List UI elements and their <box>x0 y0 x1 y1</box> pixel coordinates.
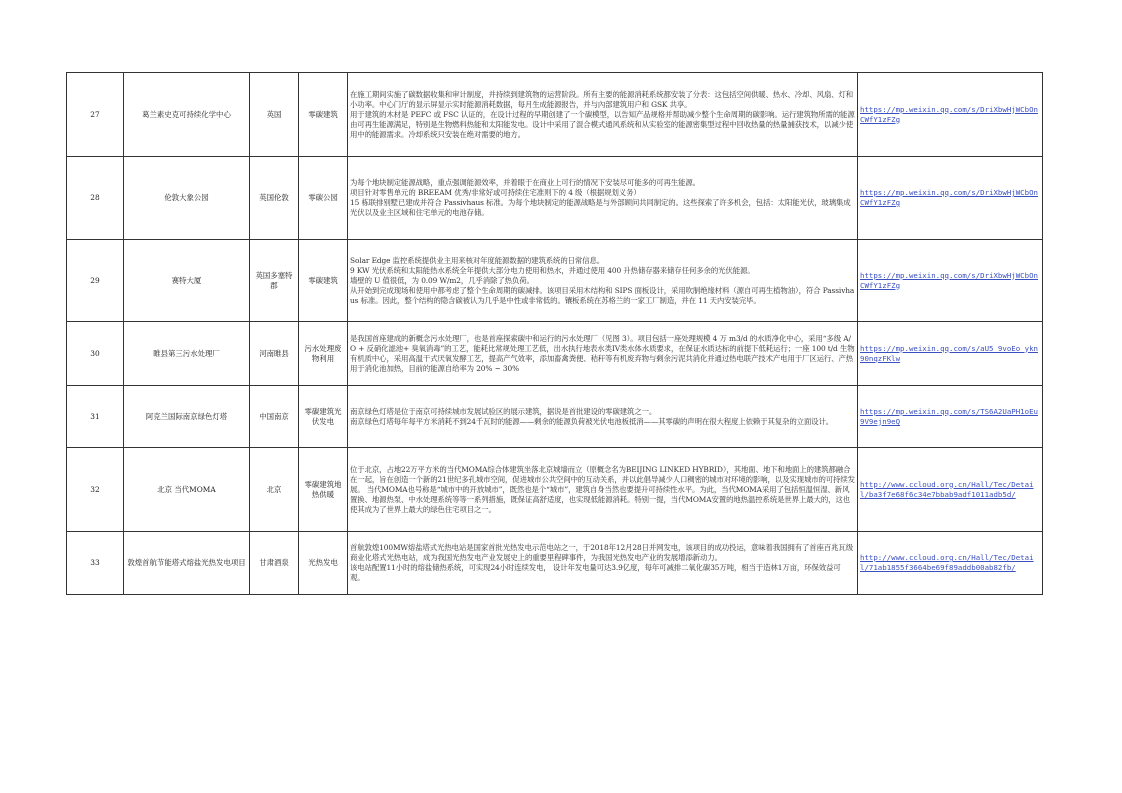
project-link[interactable]: https://mp.weixin.qq.com/s/DriXbwHjWCbOnCWfY1zFZg <box>860 270 1038 290</box>
description-paragraph: 在施工期间实施了碳数据收集和审计制度，并持续到建筑物的运营阶段。所有主要的能源消耗系统都安装了分表：这包括空间供暖、热水、冷却、风扇、灯和小功率。中心门厅的显示屏显示实时能源消耗数据，每月生成能源报告，并与內部建筑用户和 GSK 共享。 <box>350 89 854 109</box>
table-row <box>67 73 1043 157</box>
row-number: 27 <box>67 73 124 157</box>
project-name: 阿克兰国际南京绿色灯塔 <box>124 386 250 448</box>
description-paragraph: 从开始到完成现场和使用中都考虑了整个生命周期的碳减排。该项目采用木结构和 SIPS 面板设计，采用吹制绝缘材料（源自可再生植物油），符合 Passivhaus 标准。因此，整个结构的隐含碳被认为几乎是中性或非常低的。镶板系统在苏格兰的一家工厂制造，并在 11 天内安装完毕。 <box>350 285 855 305</box>
row-number: 32 <box>67 448 124 532</box>
project-name: 睢县第三污水处理厂 <box>124 322 250 386</box>
description-paragraph: 墙壁的 U 值很低，为 0.09 W/m2，几乎消除了热负荷。 <box>350 275 534 285</box>
description-paragraph: 南京绿色灯塔每年每平方米消耗不到24千瓦时的能源——剩余的能源负荷被光伏电池板抵消——其零碳的声明在很大程度上依赖于其复杂的立面设计。 <box>350 416 834 426</box>
project-location: 河南睢县 <box>250 322 299 386</box>
description-paragraph: 首航敦煌100MW熔盐塔式光热电站是国家首批光热发电示范电站之一，于2018年12月28日并网发电，该项目的成功投运，意味着我国拥有了首座百兆瓦级商业化塔式光热电站，成为我国光热发电产业发展史上的重要里程碑事件，为我国光热发电产业的发展增添新动力。 <box>350 543 854 562</box>
project-type: 零碳公园 <box>299 157 348 240</box>
project-type: 光热发电 <box>299 532 348 595</box>
project-description <box>348 532 858 595</box>
project-name: 敦煌首航节能塔式熔盐光热发电项目 <box>124 532 250 595</box>
project-location: 英国 <box>250 73 299 157</box>
project-name: 北京 当代MOMA <box>124 448 250 532</box>
project-description <box>348 322 858 386</box>
project-type: 零碳建筑地热供暖 <box>299 448 348 532</box>
project-description <box>348 157 858 240</box>
project-type: 污水处理废物利用 <box>299 322 348 386</box>
project-name: 伦敦大象公园 <box>124 157 250 240</box>
row-number: 29 <box>67 240 124 322</box>
row-number: 31 <box>67 386 124 448</box>
row-number: 28 <box>67 157 124 240</box>
description-paragraph: 为每个地块制定能源战略，重点强调能源效率，并着眼于在商业上可行的情况下安装尽可能多的可再生能源。 <box>350 178 700 187</box>
project-link[interactable]: http://www.ccloud.org.cn/Hall/Tec/Detail/ba3f7e68f6c34e7bbab9adf1011adb5d/ <box>860 479 1034 499</box>
description-paragraph: 是我国首座建成的新概念污水处理厂，也是首座探索碳中和运行的污水处理厂（见图 3）。项目包括一座处理规模 4 万 m3/d 的水质净化中心，采用“多级 A/O + 反硝化滤池+ 臭氧消毒”的工艺，能耗比常规处理工艺低，出水执行地表水类IV类水体水质要求，在保证水质达标的前提下低耗运行；一座 100 t/d 生物有机质中心，采用高温干式厌氧发酵工艺，提高产气效率，添加畜禽粪便、秸秆等有机废弃物与剩余污泥共消化并通过热电联产技术产电用于厂区运行、产热用于消化池加热，目前的能源自给率为 20% ~ 30% <box>350 333 855 373</box>
project-location: 英国伦敦 <box>250 157 299 240</box>
description-paragraph: Solar Edge 监控系统提供业主用来核对年度能源数据的建筑系统的日常信息。 <box>350 255 605 265</box>
table-row <box>67 157 1043 240</box>
project-link[interactable]: https://mp.weixin.qq.com/s/aU5_9voEo_ykn90nqzFKlw <box>860 343 1038 363</box>
table-row <box>67 532 1043 595</box>
project-description <box>348 448 858 532</box>
project-link[interactable]: https://mp.weixin.qq.com/s/DriXbwHjWCbOnCWfY1zFZg <box>860 188 1038 207</box>
project-link-cell <box>858 240 1043 322</box>
project-type: 零碳建筑 <box>299 240 348 322</box>
project-name: 赛特大厦 <box>124 240 250 322</box>
project-link-cell <box>858 322 1043 386</box>
description-paragraph: 9 KW 光伏系统和太阳能热水系统全年提供大部分电力使用和热水，并通过使用 400 升热储存器来储存任何多余的光伏能源。 <box>350 265 755 275</box>
projects-table-body <box>67 73 1043 595</box>
description-paragraph: 位于北京，占地22万平方米的当代MOMA综合体建筑坐落北京城墙而立（原概念名为BEIJING LINKED HYBRID），其地面、地下和地面上的建筑都融合在一起，旨在创造一个新的21世纪多孔城市空间，促进城市公共空间中的互动关系，并以此倡导减少人口稠密的城市对环境的影响，以及实现城市的可持续发展。 当代MOMA也号称是“城市中的开放城市”，既然也是个“城市”，建筑自身当然也要提升可持续性水平。为此，当代MOMA采用了包括恒温恒湿、新风置换、地源热泵、中水处理系统等等一系列措施，既保证高舒适度，也实现低能源消耗。特别一提，当代MOMA安置的地热温控系统是世界上最大的，这也使其成为了世界上最大的绿色住宅项目之一。 <box>350 464 855 514</box>
project-type: 零碳建筑光伏发电 <box>299 386 348 448</box>
project-link-cell <box>858 448 1043 532</box>
description-paragraph: 南京绿色灯塔是位于南京可持续城市发展试验区的展示建筑，据说是首批建设的零碳建筑之一。 <box>350 406 657 416</box>
project-link-cell <box>858 386 1043 448</box>
project-link[interactable]: http://www.ccloud.org.cn/Hall/Tec/Detail/71ab1855f3664be69f89addb00ab82fb/ <box>860 553 1034 572</box>
description-paragraph: 用于建筑的木材是 PEFC 或 FSC 认证的，在设计过程的早期创建了一个碳模型，以告知产品规格并帮助减少整个生命周期的碳影响。运行建筑物所需的能源由可再生能源满足，特别是生物燃料热能和太阳能发电。设计中采用了混合模式通风系统和从实验室的能源密集型过程中回收热量的热量捕获技术，以减少使用中的能源需求。冷却系统只安装在绝对需要的地方。 <box>350 109 855 139</box>
project-location: 中国南京 <box>250 386 299 448</box>
row-number: 30 <box>67 322 124 386</box>
description-paragraph: 项目针对零售单元的 BREEAM 优秀/非常好或可持续住宅准则下的 4 级（根据规划义务） <box>350 188 641 197</box>
project-type: 零碳建筑 <box>299 73 348 157</box>
table-row <box>67 322 1043 386</box>
project-location: 北京 <box>250 448 299 532</box>
project-location: 英国多塞特郡 <box>250 240 299 322</box>
project-link[interactable]: https://mp.weixin.qq.com/s/DriXbwHjWCbOnCWfY1zFZg <box>860 104 1038 124</box>
description-paragraph: 该电站配置11小时的熔盐储热系统，可实现24小时连续发电， 设计年发电量可达3.9亿度，每年可减排二氧化碳35万吨，相当于造林1万亩，环保效益可观。 <box>350 563 841 582</box>
project-description <box>348 240 858 322</box>
project-description <box>348 386 858 448</box>
project-description <box>348 73 858 157</box>
project-link-cell <box>858 532 1043 595</box>
project-link[interactable]: https://mp.weixin.qq.com/s/TS6A2UaPH1oEu9V9ejn9eQ <box>860 406 1038 426</box>
project-link-cell <box>858 73 1043 157</box>
table-row <box>67 240 1043 322</box>
row-number: 33 <box>67 532 124 595</box>
project-location: 甘肃酒泉 <box>250 532 299 595</box>
table-row <box>67 386 1043 448</box>
table-row <box>67 448 1043 532</box>
projects-table <box>66 72 1043 595</box>
project-link-cell <box>858 157 1043 240</box>
description-paragraph: 15 栋联排别墅已建成并符合 Passivhaus 标准。为每个地块制定的能源战略是与外部顾问共同制定的。这些探索了许多机会，包括：太阳能光伏，玻璃集成光伏以及业主区域和住宅单元的电池存储。 <box>350 198 851 217</box>
project-name: 葛兰素史克可持续化学中心 <box>124 73 250 157</box>
